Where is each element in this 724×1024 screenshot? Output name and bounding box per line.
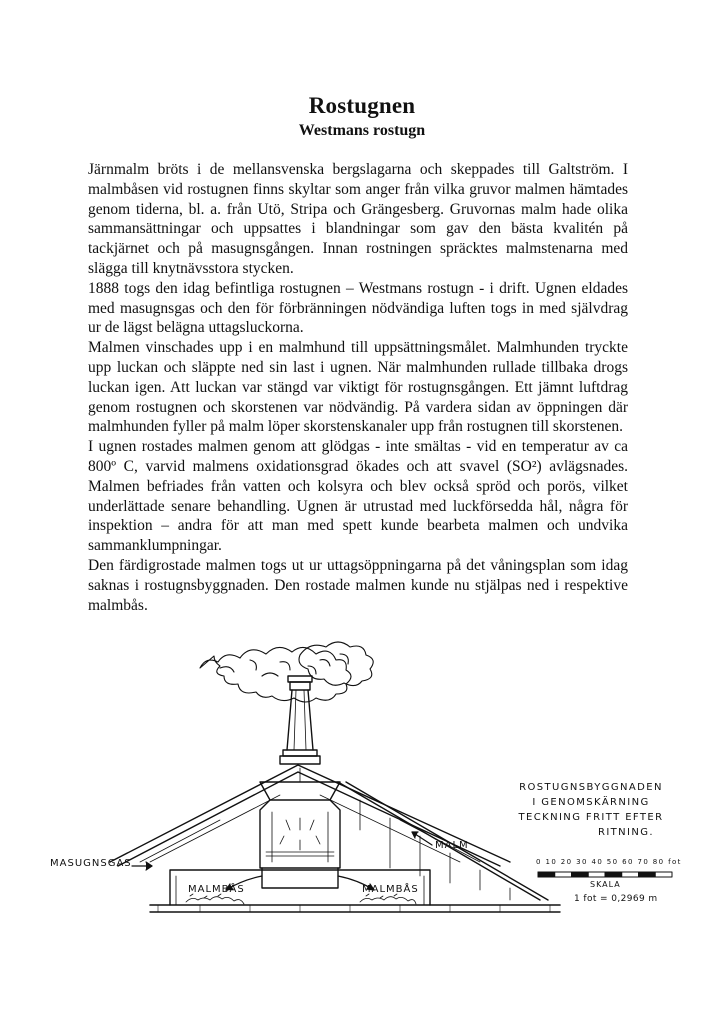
paragraph: 1888 togs den idag befintliga rostugnen – Westmans rostugn - i drift. Ugnen eldades med masugnsgas och den för förbränningen nödvändiga luften togs in med självdrag ur de lägst belägna uttagsluckorna. (88, 279, 628, 337)
scale-bar-illustration (538, 872, 672, 877)
smoke-illustration (200, 642, 373, 702)
paragraph: I ugnen rostades malmen genom att glödgas - inte smältas - vid en temperatur av ca 800º C, varvid malmens oxidationsgrad ökades och att svavel (SO²) avlägsnades. Malmen befriades från vatten och kolsyra och blev också spröd och porös, vilket underlättade senare behandling. Ugnen är utrustad med luckförsedda hål, några för inspektion – andra för att man med spett kunde bearbeta malmen och undvika sammanklumpningar. (88, 438, 628, 555)
caption-line: I GENOMSKÄRNING (532, 797, 650, 808)
label-masugnsgas: MASUGNSGAS (50, 858, 132, 869)
page-title: Rostugnen (308, 93, 416, 118)
scale-numbers: 0 10 20 30 40 50 60 70 80 fot (536, 858, 682, 866)
paragraph: Järnmalm bröts i de mellansvenska bergslagarna och skeppades till Galtström. I malmbåsen vid rostugnen finns skyltar som anger från vilka gruvor malmen hämtades genom tiderna, bl. a. från Utö, Stripa och Grängesberg. Gruvornas malm hade olika sammansättningar och uppsattes i blandningar som gav den bästa kvalitén på tackjärnet och på masugnsgången. Innan rostningen spräcktes malmstenarna med slägga till knytnävsstora stycken. (88, 161, 628, 277)
label-malmbas-left: MALMBÅS (188, 884, 245, 895)
label-malm: MALM (435, 840, 469, 851)
caption-line: RITNING. (597, 827, 655, 838)
page-subtitle: Westmans rostugn (298, 122, 426, 139)
chimney-illustration (280, 676, 320, 764)
ore-pile-illustration (186, 894, 416, 904)
caption-line: TECKNING FRITT EFTER (518, 812, 664, 823)
figure-caption (506, 780, 676, 840)
scale-label: SKALA (590, 880, 621, 889)
paragraph: Malmen vinschades upp i en malmhund till uppsättningsmålet. Malmhunden tryckte upp luckan och släppte ned sin last i ugnen. När malmhunden rullade tillbaka drogs luckan igen. Att luckan var stängd var viktigt för rostugnsgången. Ett jämnt luftdrag genom rostugnen och skorstenen var nödvändig. På vardera sidan av öppningen där malmhunden fyller på malm löper skorstenskanaler upp från rostugnen till skorstenen. (88, 339, 628, 436)
body-text (88, 160, 628, 615)
caption-line: ROSTUGNSBYGGNADEN (519, 782, 663, 793)
scale-note: 1 fot = 0,2969 m (574, 894, 658, 904)
paragraph: Den färdigrostade malmen togs ut ur uttagsöppningarna på det våningsplan som idag saknas i rostugnsbyggnaden. Den rostade malmen kunde nu stjälpas ned i respektive malmbås. (88, 556, 628, 614)
label-malmbas-right: MALMBÅS (362, 884, 419, 895)
